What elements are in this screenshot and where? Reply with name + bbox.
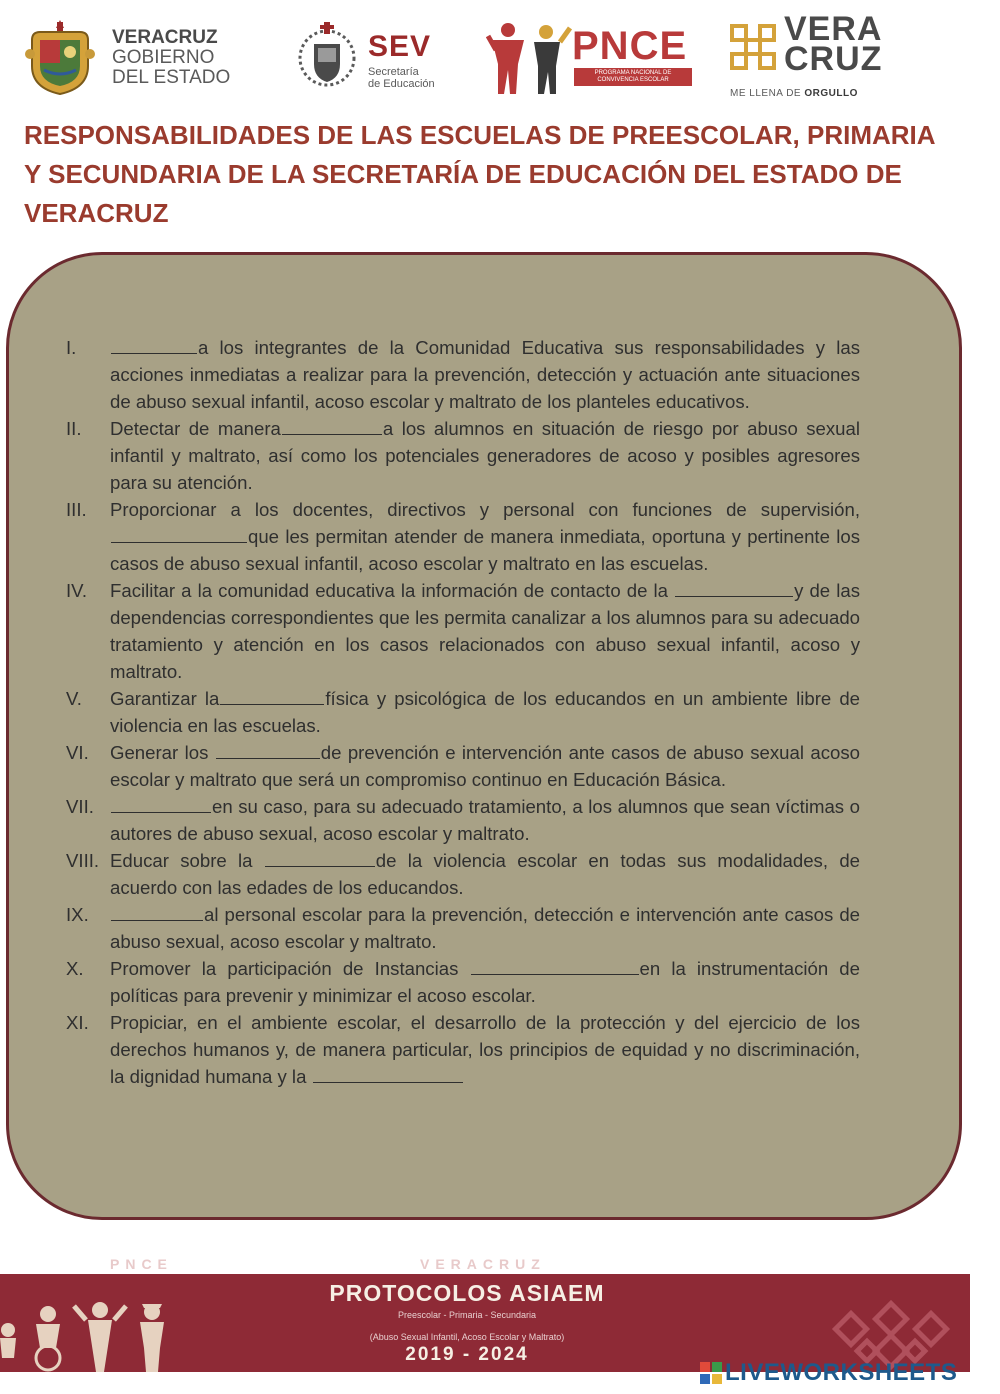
- list-item: [66, 334, 860, 415]
- list-item: [66, 415, 860, 496]
- item-text-before: Generar los: [110, 742, 209, 763]
- item-number: VII.: [66, 796, 94, 817]
- item-text-after: de la violencia escolar en todas sus modalidades, de acuerdo con las edades de los educandos.: [110, 850, 860, 898]
- gobierno-veracruz-logo: [24, 14, 234, 98]
- liveworksheets-text: LIVEWORKSHEETS: [725, 1359, 958, 1386]
- fill-blank-10[interactable]: [471, 956, 639, 975]
- liveworksheets-logo-icon: [700, 1362, 722, 1384]
- item-text-after: al personal escolar para la prevención, detección e intervención ante casos de abuso sexual, acoso escolar y maltrato.: [110, 904, 860, 952]
- ghost-veracruz-text: VERACRUZ: [420, 1256, 546, 1272]
- item-number: I.: [66, 337, 77, 358]
- list-item: [66, 577, 860, 685]
- list-item: [66, 685, 860, 739]
- item-text-before: Detectar de manera: [110, 418, 281, 439]
- item-text-before: Facilitar a la comunidad educativa la información de contacto de la: [110, 580, 668, 601]
- liveworksheets-watermark: [700, 1360, 957, 1386]
- sev-line1: Secretaría: [368, 66, 419, 78]
- footer-banner: [0, 1274, 970, 1372]
- item-number: V.: [66, 688, 82, 709]
- vera-tag-a: ME LLENA DE: [730, 88, 802, 99]
- item-text-after: a los integrantes de la Comunidad Educativa sus responsabilidades y las acciones inmediatas a realizar para la prevención, detección y actuación ante situaciones de abuso sexual infantil, acoso escolar y maltrato de los planteles educativos.: [110, 337, 860, 412]
- vera-tagline: [730, 88, 858, 99]
- protocol-levels: Preescolar - Primaria - Secundaria: [397, 1310, 537, 1320]
- item-text-after: en la instrumentación de políticas para prevenir y minimizar el acoso escolar.: [110, 958, 860, 1006]
- item-number: III.: [66, 499, 87, 520]
- fill-blank-11[interactable]: [313, 1064, 463, 1083]
- page-title: RESPONSABILIDADES DE LAS ESCUELAS DE PREESCOLAR, PRIMARIA Y SECUNDARIA DE LA SECRETARÍA DE EDUCACIÓN DEL ESTADO DE VERACRUZ: [24, 120, 935, 228]
- protocol-years: 2019 - 2024: [405, 1344, 529, 1365]
- item-number: X.: [66, 958, 84, 979]
- gobierno-line1: VERACRUZ: [112, 27, 218, 48]
- list-item: [66, 793, 860, 847]
- responsibilities-list: [66, 334, 860, 1090]
- item-text-after: a los alumnos en situación de riesgo por abuso sexual infantil y maltrato, así como los potenciales generadores de acoso y posibles agresores para su atención.: [110, 418, 860, 493]
- pnce-subtitle: PROGRAMA NACIONAL DE CONVIVENCIA ESCOLAR: [574, 68, 692, 86]
- fill-blank-3[interactable]: [111, 524, 247, 543]
- item-number: XI.: [66, 1012, 89, 1033]
- item-text-after: de prevención e intervención ante casos de abuso sexual acoso escolar y maltrato que será un compromiso continuo en Educación Básica.: [110, 742, 860, 790]
- item-text-after: que les permitan atender de manera inmediata, oportuna y pertinente los casos de abuso sexual infantil, acoso escolar y maltrato en las escuelas.: [110, 526, 860, 574]
- vera-word-line2: CRUZ: [784, 40, 883, 78]
- item-number: VI.: [66, 742, 89, 763]
- list-item: [66, 847, 860, 901]
- veracruz-knot-icon: [728, 22, 778, 72]
- sev-emblem-icon: [296, 20, 358, 92]
- protocol-description: (Abuso Sexual Infantil, Acoso Escolar y Maltrato): [369, 1332, 565, 1342]
- item-text-before: Garantizar la: [110, 688, 220, 709]
- list-item: [66, 1009, 860, 1090]
- pnce-children-icon: [486, 20, 572, 96]
- fill-blank-6[interactable]: [216, 740, 320, 759]
- vera-tag-b: ORGULLO: [804, 88, 858, 99]
- fill-blank-8[interactable]: [265, 848, 375, 867]
- pnce-logo: [486, 14, 696, 98]
- sev-line2: de Educación: [368, 78, 435, 90]
- sev-logo: [296, 18, 466, 98]
- item-number: IX.: [66, 904, 89, 925]
- list-item: [66, 955, 860, 1009]
- item-text-after: y de las dependencias correspondientes que les permita canalizar a los alumnos para su adecuado tratamiento y atención en los casos relacionados con abuso sexual infantil, acoso y maltrato.: [110, 580, 860, 682]
- fill-blank-5[interactable]: [220, 686, 324, 705]
- sev-acronym: SEV: [368, 30, 432, 63]
- fill-blank-7[interactable]: [111, 794, 211, 813]
- pnce-acronym: PNCE: [572, 24, 688, 68]
- list-item: [66, 901, 860, 955]
- item-text-before: Promover la participación de Instancias: [110, 958, 459, 979]
- item-text-after: en su caso, para su adecuado tratamiento, a los alumnos que sean víctimas o autores de abuso sexual, acoso escolar y maltrato.: [110, 796, 860, 844]
- list-item: [66, 739, 860, 793]
- fill-blank-4[interactable]: [675, 578, 793, 597]
- fill-blank-9[interactable]: [111, 902, 203, 921]
- header-logos: [0, 8, 1000, 108]
- protocol-title: PROTOCOLOS ASIAEM: [329, 1280, 605, 1306]
- item-number: II.: [66, 418, 82, 439]
- fill-blank-1[interactable]: [111, 335, 197, 354]
- list-item: [66, 496, 860, 577]
- gobierno-line2: GOBIERNO: [112, 47, 215, 68]
- veracruz-coat-of-arms-icon: [24, 18, 96, 96]
- item-number: VIII.: [66, 850, 100, 871]
- fill-blank-2[interactable]: [282, 416, 382, 435]
- gobierno-line3: DEL ESTADO: [112, 67, 231, 88]
- vera-word-line1: VERA: [784, 10, 883, 48]
- item-text-before: Educar sobre la: [110, 850, 253, 871]
- item-number: IV.: [66, 580, 88, 601]
- item-text-before: Proporcionar a los docentes, directivos y personal con funciones de supervisión,: [110, 499, 860, 520]
- footer-ghost-strip: [0, 1252, 1000, 1276]
- veracruz-brand-logo: [728, 12, 888, 108]
- item-text-after: física y psicológica de los educandos en un ambiente libre de violencia en las escuelas.: [110, 688, 860, 736]
- ghost-pnce-text: PNCE: [110, 1256, 173, 1272]
- item-text-before: Propiciar, en el ambiente escolar, el desarrollo de la protección y del ejercicio de los derechos humanos y, de manera particular, los principios de equidad y no discriminación, la dignidad humana y la: [110, 1012, 860, 1087]
